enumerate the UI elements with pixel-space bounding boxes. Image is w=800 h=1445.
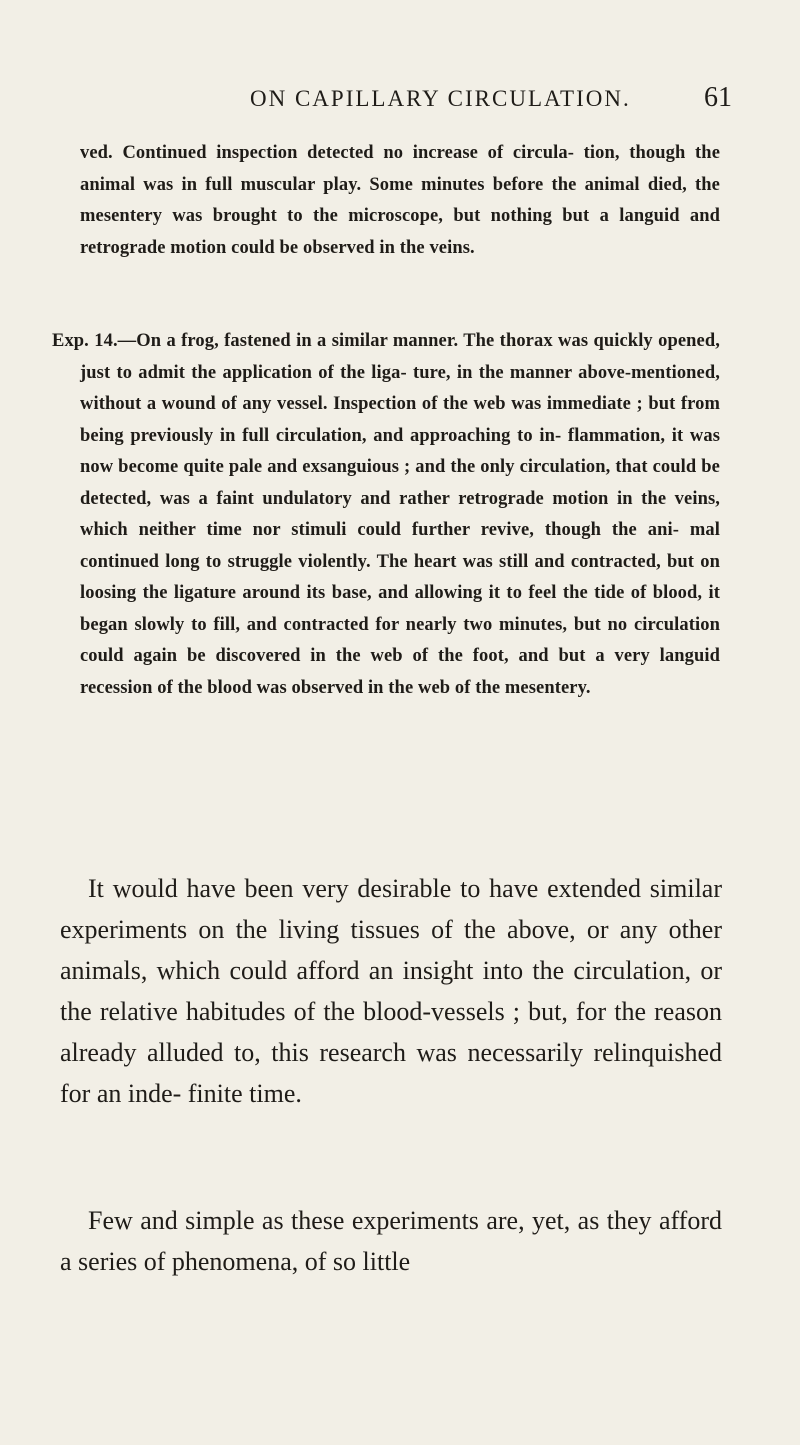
- paragraph-continued-inspection: [80, 138, 720, 264]
- paragraph-desirable-experiments: [60, 868, 722, 1114]
- paragraph-text: Exp. 14.—On a frog, fastened in a similar manner. The thorax was quickly opened, just to admit the application of the liga- ture, in the manner above-mentioned, without a wound of any vessel. Inspection of the web was immediate ; but from being previously in full circulation, and approaching to in- flammation, it was now become quite pale and exsanguious ; and the only circulation, that could be detected, was a faint undulatory and rather retrograde motion in the veins, which neither time nor stimuli could further revive, though the ani- mal continued long to struggle violently. The heart was still and contracted, but on loosing the ligature around its base, and allowing it to feel the tide of blood, it began slowly to fill, and contracted for nearly two minutes, but no circulation could again be discovered in the web of the foot, and but a very languid recession of the blood was observed in the web of the mesentery.: [52, 331, 720, 698]
- running-head: [150, 82, 732, 126]
- paragraph-few-and-simple: [60, 1200, 722, 1282]
- paragraph-text: ved. Continued inspection detected no increase of circula- tion, though the animal was in full muscular play. Some minutes before the animal died, the mesentery was brought to the microscope, but nothing but a languid and retrograde motion could be observed in the veins.: [80, 143, 720, 258]
- paragraph-text: It would have been very desirable to have extended similar experiments on the living tissues of the above, or any other animals, which could afford an insight into the circulation, or the relative habitudes of the blood-vessels ; but, for the reason already alluded to, this research was necessarily relinquished for an inde- finite time.: [60, 874, 722, 1108]
- paragraph-experiment-14: [52, 326, 720, 704]
- page-number: 61: [704, 82, 732, 113]
- running-title: ON CAPILLARY CIRCULATION.: [250, 86, 631, 111]
- paragraph-text: Few and simple as these experiments are, yet, as they afford a series of phenomena, of so little: [60, 1206, 722, 1276]
